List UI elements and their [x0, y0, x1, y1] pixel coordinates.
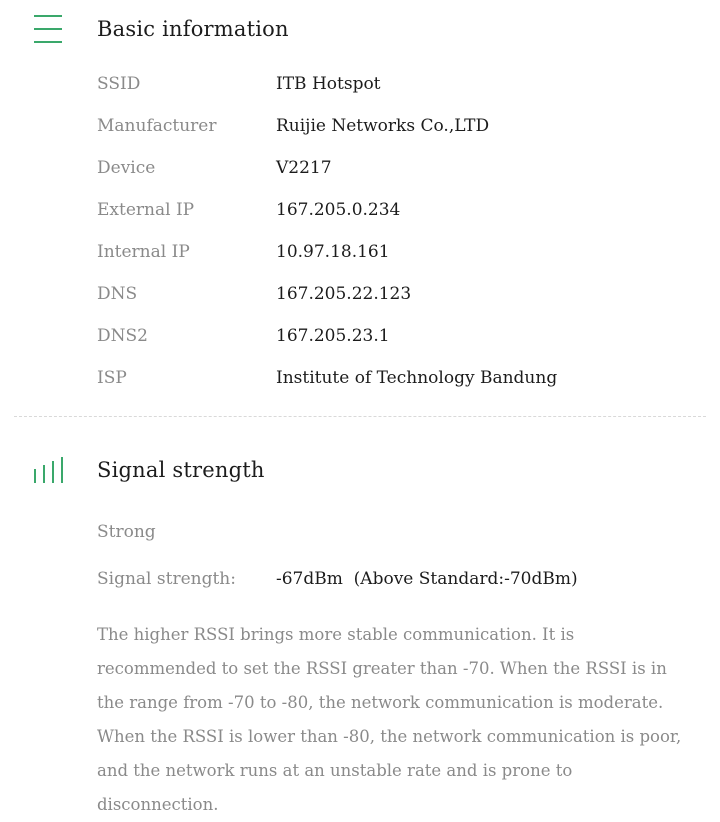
info-row-external-ip: [97, 200, 697, 230]
section-divider: [14, 416, 706, 417]
info-label: Device: [97, 158, 156, 178]
menu-lines-icon: [34, 15, 62, 49]
info-label: Manufacturer: [97, 116, 217, 136]
info-label: External IP: [97, 200, 195, 220]
info-value: 167.205.0.234: [276, 200, 401, 220]
info-value: V2217: [276, 158, 332, 178]
info-value: ITB Hotspot: [276, 74, 381, 94]
info-label: DNS: [97, 284, 138, 304]
info-row-internal-ip: [97, 242, 697, 272]
info-value: 10.97.18.161: [276, 242, 390, 262]
info-label: Internal IP: [97, 242, 190, 262]
info-row-isp: [97, 368, 697, 398]
signal-strength-title: Signal strength: [97, 458, 265, 482]
signal-strength-label: Signal strength:: [97, 569, 236, 589]
info-value: Ruijie Networks Co.,LTD: [276, 116, 490, 136]
signal-bars-icon: [34, 457, 64, 487]
info-label: SSID: [97, 74, 141, 94]
info-label: ISP: [97, 368, 127, 388]
info-label: DNS2: [97, 326, 148, 346]
signal-strength-row: [97, 569, 697, 599]
info-row-ssid: [97, 74, 697, 104]
info-value: Institute of Technology Bandung: [276, 368, 558, 388]
info-row-manufacturer: [97, 116, 697, 146]
rssi-description: The higher RSSI brings more stable communication. It is recommended to set the RSSI greater than -70. When the RSSI is in the range from -70 to -80, the network communication is moderate. When the RSSI is lower than -80, the network communication is poor, and the network runs at an unstable rate and is prone to disconnection.: [97, 625, 682, 814]
info-value: 167.205.22.123: [276, 284, 412, 304]
signal-status: Strong: [97, 522, 156, 542]
signal-strength-value: -67dBm (Above Standard:-70dBm): [276, 569, 578, 589]
basic-information-title: Basic information: [97, 17, 289, 41]
info-row-dns2: [97, 326, 697, 356]
info-value: 167.205.23.1: [276, 326, 390, 346]
info-row-device: [97, 158, 697, 188]
info-row-dns: [97, 284, 697, 314]
